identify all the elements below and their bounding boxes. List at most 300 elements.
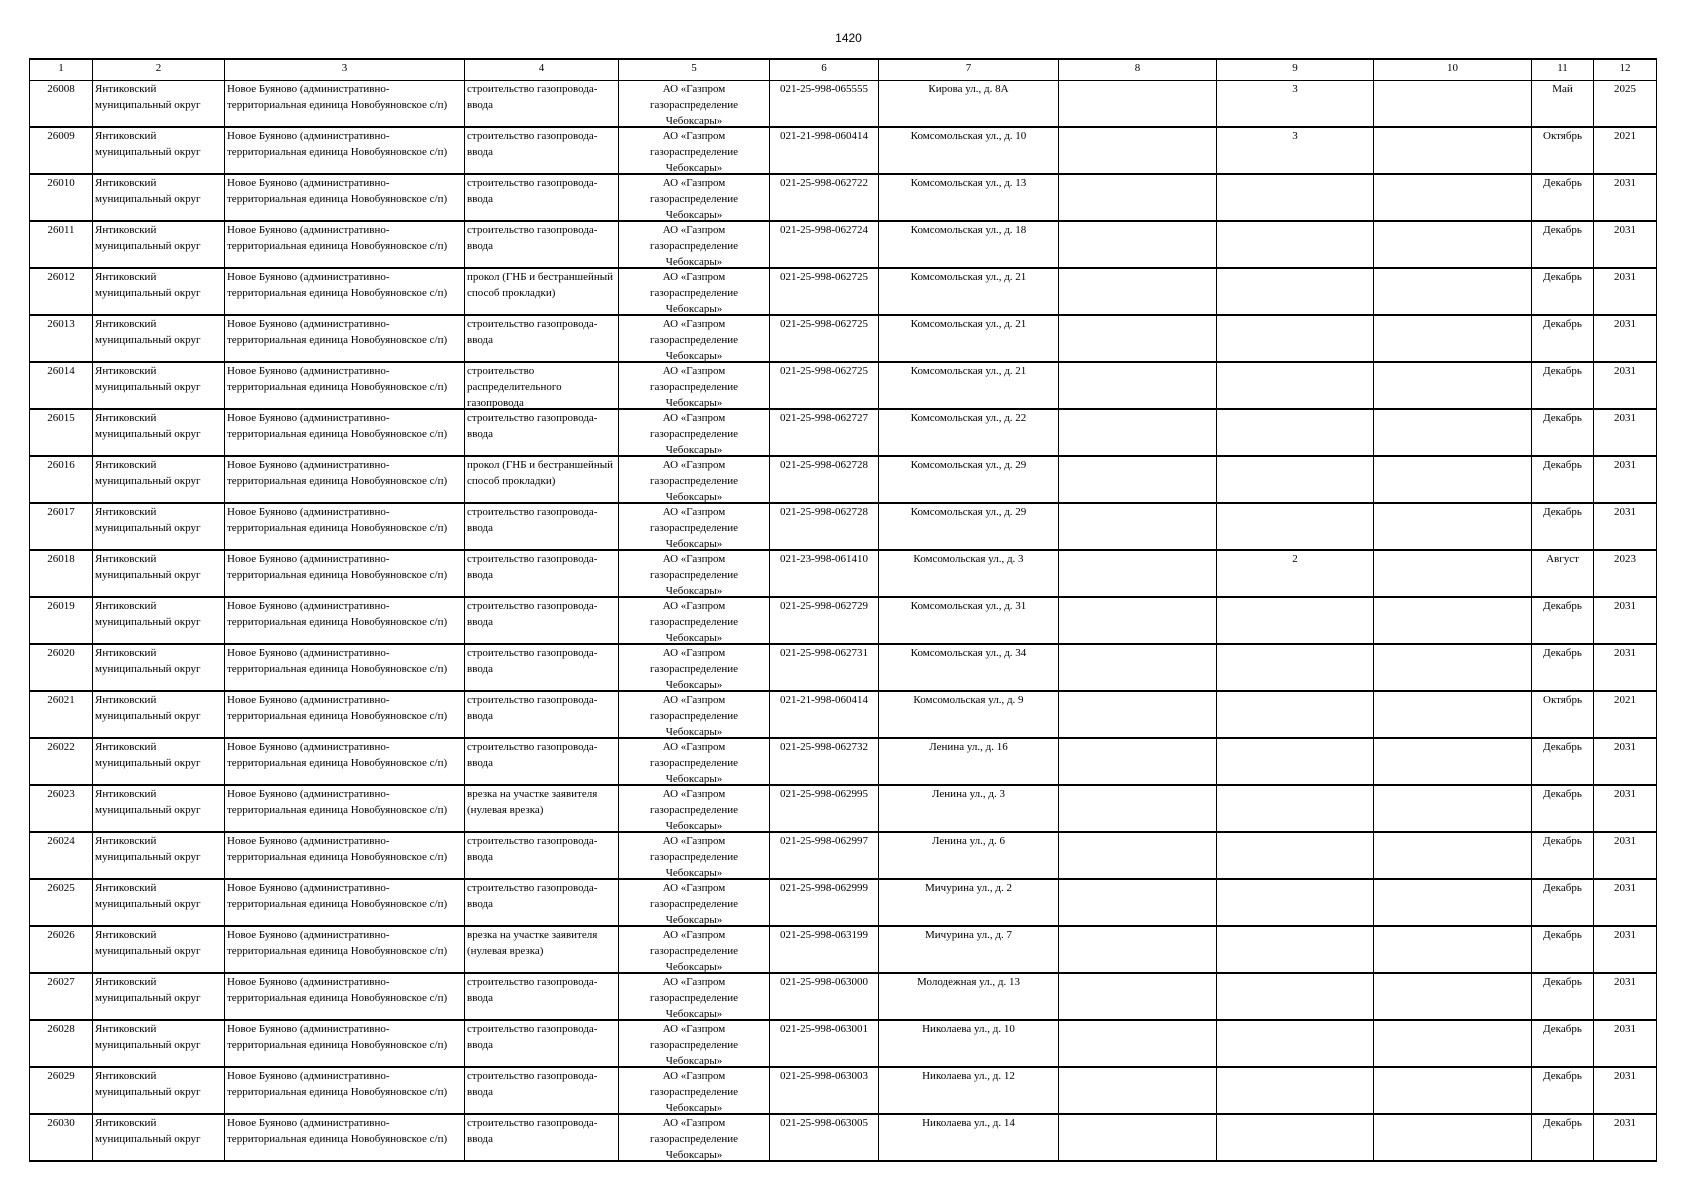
month-cell [1532, 174, 1594, 221]
col8-text [1061, 128, 1214, 173]
municipality-cell [93, 550, 225, 597]
request-number-cell [770, 221, 879, 268]
organization-text: АО «Газпром газораспределение Чебоксары» [649, 412, 739, 455]
col8-text [1061, 175, 1214, 220]
col10-text [1376, 598, 1529, 643]
month-text: Декабрь [1543, 976, 1582, 988]
municipality-text: Янтиковский муниципальный округ [95, 694, 201, 722]
municipality-cell [93, 644, 225, 691]
col10-text [1376, 363, 1529, 408]
col9-text [1219, 1021, 1371, 1066]
year-text: 2025 [1614, 83, 1636, 95]
col8-text [1061, 316, 1214, 361]
request-number-text: 021-25-998-062995 [780, 788, 868, 800]
month-cell [1532, 973, 1594, 1020]
address-cell [879, 738, 1059, 785]
municipality-text: Янтиковский муниципальный округ [95, 600, 201, 628]
col9-text [1219, 786, 1371, 831]
month-text: Декабрь [1543, 1023, 1582, 1035]
col10-text [1376, 833, 1529, 878]
object-id-cell [30, 221, 93, 268]
work-type-cell [465, 268, 619, 315]
col10-text [1376, 316, 1529, 361]
month-text: Декабрь [1543, 835, 1582, 847]
request-number-cell [770, 409, 879, 456]
address-text: Комсомольская ул., д. 21 [910, 271, 1027, 283]
address-text: Комсомольская ул., д. 3 [913, 553, 1024, 565]
month-text: Декабрь [1543, 1070, 1582, 1082]
col8-cell [1059, 691, 1217, 738]
col8-cell [1059, 738, 1217, 785]
municipality-text: Янтиковский муниципальный округ [95, 224, 201, 252]
col8-cell [1059, 174, 1217, 221]
organization-cell [619, 1020, 770, 1067]
settlement-text: Новое Буяново (административно-территориальная единица Новобуяновское с/п) [227, 130, 448, 158]
col9-text: 3 [1292, 83, 1298, 95]
col10-cell [1374, 127, 1532, 174]
col8-text [1061, 410, 1214, 455]
settlement-text: Новое Буяново (административно-территориальная единица Новобуяновское с/п) [227, 600, 448, 628]
month-cell [1532, 315, 1594, 362]
col9-text [1219, 645, 1371, 690]
month-text: Декабрь [1543, 459, 1582, 471]
object-id-text: 26016 [47, 459, 75, 471]
municipality-cell [93, 1020, 225, 1067]
work-type-cell [465, 597, 619, 644]
settlement-cell [225, 315, 465, 362]
municipality-cell [93, 409, 225, 456]
column-header: 1 [30, 59, 93, 81]
year-text: 2031 [1614, 741, 1636, 753]
address-text: Комсомольская ул., д. 9 [913, 694, 1024, 706]
col8-cell [1059, 1067, 1217, 1114]
column-header: 12 [1594, 59, 1657, 81]
col8-cell [1059, 785, 1217, 832]
col8-cell [1059, 456, 1217, 503]
col8-text [1061, 81, 1214, 126]
municipality-text: Янтиковский муниципальный округ [95, 177, 201, 205]
col10-text [1376, 786, 1529, 831]
col8-cell [1059, 81, 1217, 128]
municipality-text: Янтиковский муниципальный округ [95, 1117, 201, 1145]
col9-cell [1217, 221, 1374, 268]
col10-text [1376, 410, 1529, 455]
col8-cell [1059, 597, 1217, 644]
organization-cell [619, 550, 770, 597]
settlement-cell [225, 644, 465, 691]
address-text: Ленина ул., д. 16 [929, 741, 1008, 753]
table-row [30, 597, 1657, 644]
object-id-text: 26021 [47, 694, 75, 706]
organization-text: АО «Газпром газораспределение Чебоксары» [649, 271, 739, 314]
request-number-text: 021-25-998-062728 [780, 459, 868, 471]
work-type-cell [465, 973, 619, 1020]
col8-text [1061, 692, 1214, 737]
object-id-cell [30, 926, 93, 973]
municipality-text: Янтиковский муниципальный округ [95, 647, 201, 675]
year-cell [1594, 597, 1657, 644]
organization-text: АО «Газпром газораспределение Чебоксары» [649, 459, 739, 502]
year-text: 2031 [1614, 506, 1636, 518]
year-cell [1594, 268, 1657, 315]
month-text: Август [1546, 553, 1579, 565]
organization-text: АО «Газпром газораспределение Чебоксары» [649, 506, 739, 549]
month-text: Декабрь [1543, 1117, 1582, 1129]
organization-text: АО «Газпром газораспределение Чебоксары» [649, 929, 739, 972]
organization-cell [619, 268, 770, 315]
col10-cell [1374, 832, 1532, 879]
object-id-text: 26009 [47, 130, 75, 142]
object-id-text: 26011 [47, 224, 75, 236]
settlement-cell [225, 550, 465, 597]
settlement-cell [225, 268, 465, 315]
object-id-cell [30, 597, 93, 644]
col9-cell [1217, 597, 1374, 644]
table-row [30, 268, 1657, 315]
work-type-cell [465, 1020, 619, 1067]
address-cell [879, 1114, 1059, 1161]
address-cell [879, 973, 1059, 1020]
settlement-text: Новое Буяново (административно-территориальная единица Новобуяновское с/п) [227, 694, 448, 722]
municipality-text: Янтиковский муниципальный округ [95, 83, 201, 111]
col8-text [1061, 1068, 1214, 1113]
work-type-cell [465, 738, 619, 785]
settlement-cell [225, 503, 465, 550]
organization-cell [619, 785, 770, 832]
work-type-text: строительство газопровода-ввода [467, 600, 598, 628]
organization-cell [619, 738, 770, 785]
year-text: 2021 [1614, 130, 1636, 142]
year-cell [1594, 503, 1657, 550]
work-type-text: прокол (ГНБ и бестраншейный способ прокладки) [467, 459, 614, 487]
table-row [30, 738, 1657, 785]
settlement-cell [225, 879, 465, 926]
col9-cell [1217, 785, 1374, 832]
year-text: 2031 [1614, 177, 1636, 189]
request-number-text: 021-21-998-060414 [780, 130, 868, 142]
col9-text [1219, 974, 1371, 1019]
month-text: Декабрь [1543, 788, 1582, 800]
object-id-text: 26014 [47, 365, 75, 377]
request-number-text: 021-25-998-063000 [780, 976, 868, 988]
settlement-text: Новое Буяново (административно-территориальная единица Новобуяновское с/п) [227, 976, 448, 1004]
col10-cell [1374, 785, 1532, 832]
col8-cell [1059, 550, 1217, 597]
table-row [30, 785, 1657, 832]
work-type-cell [465, 879, 619, 926]
object-id-text: 26010 [47, 177, 75, 189]
year-cell [1594, 738, 1657, 785]
object-id-cell [30, 127, 93, 174]
col10-cell [1374, 1020, 1532, 1067]
address-text: Мичурина ул., д. 7 [925, 929, 1012, 941]
column-header: 2 [93, 59, 225, 81]
col10-text [1376, 175, 1529, 220]
col10-cell [1374, 1114, 1532, 1161]
settlement-cell [225, 832, 465, 879]
month-text: Декабрь [1543, 882, 1582, 894]
organization-cell [619, 926, 770, 973]
municipality-text: Янтиковский муниципальный округ [95, 271, 201, 299]
address-text: Комсомольская ул., д. 13 [910, 177, 1027, 189]
object-id-text: 26015 [47, 412, 75, 424]
organization-text: АО «Газпром газораспределение Чебоксары» [649, 83, 739, 126]
col9-text [1219, 175, 1371, 220]
request-number-cell [770, 1067, 879, 1114]
object-id-text: 26030 [47, 1117, 75, 1129]
month-cell [1532, 362, 1594, 409]
object-id-text: 26012 [47, 271, 75, 283]
settlement-cell [225, 785, 465, 832]
month-cell [1532, 127, 1594, 174]
work-type-text: строительство газопровода-ввода [467, 976, 598, 1004]
col10-cell [1374, 926, 1532, 973]
month-cell [1532, 738, 1594, 785]
col10-cell [1374, 738, 1532, 785]
address-text: Комсомольская ул., д. 29 [910, 506, 1027, 518]
month-cell [1532, 597, 1594, 644]
address-cell [879, 832, 1059, 879]
organization-text: АО «Газпром газораспределение Чебоксары» [649, 224, 739, 267]
column-header: 11 [1532, 59, 1594, 81]
municipality-text: Янтиковский муниципальный округ [95, 976, 201, 1004]
organization-text: АО «Газпром газораспределение Чебоксары» [649, 741, 739, 784]
year-cell [1594, 456, 1657, 503]
col9-cell [1217, 127, 1374, 174]
work-type-text: строительство газопровода-ввода [467, 882, 598, 910]
request-number-text: 021-25-998-062731 [780, 647, 868, 659]
work-type-cell [465, 174, 619, 221]
col9-cell [1217, 832, 1374, 879]
month-text: Декабрь [1543, 506, 1582, 518]
municipality-cell [93, 879, 225, 926]
table-row [30, 926, 1657, 973]
settlement-text: Новое Буяново (административно-территориальная единица Новобуяновское с/п) [227, 506, 448, 534]
address-text: Николаева ул., д. 14 [922, 1117, 1015, 1129]
month-cell [1532, 221, 1594, 268]
request-number-cell [770, 1114, 879, 1161]
address-cell [879, 174, 1059, 221]
col9-text: 3 [1292, 130, 1298, 142]
col8-text [1061, 504, 1214, 549]
organization-text: АО «Газпром газораспределение Чебоксары» [649, 694, 739, 737]
object-id-text: 26029 [47, 1070, 75, 1082]
year-cell [1594, 315, 1657, 362]
address-cell [879, 1067, 1059, 1114]
address-text: Ленина ул., д. 3 [932, 788, 1005, 800]
col8-cell [1059, 644, 1217, 691]
work-type-text: строительство газопровода-ввода [467, 1023, 598, 1051]
col8-text [1061, 269, 1214, 314]
settlement-text: Новое Буяново (административно-территориальная единица Новобуяновское с/п) [227, 365, 448, 393]
col9-cell [1217, 926, 1374, 973]
work-type-text: строительство газопровода-ввода [467, 177, 598, 205]
col9-text [1219, 739, 1371, 784]
organization-cell [619, 1114, 770, 1161]
year-text: 2031 [1614, 318, 1636, 330]
month-text: Декабрь [1543, 365, 1582, 377]
address-cell [879, 1020, 1059, 1067]
settlement-text: Новое Буяново (административно-территориальная единица Новобуяновское с/п) [227, 1023, 448, 1051]
work-type-cell [465, 1067, 619, 1114]
column-header: 10 [1374, 59, 1532, 81]
month-text: Декабрь [1543, 318, 1582, 330]
work-type-cell [465, 127, 619, 174]
col8-text [1061, 833, 1214, 878]
month-cell [1532, 1067, 1594, 1114]
address-cell [879, 550, 1059, 597]
table-row [30, 503, 1657, 550]
table-row [30, 409, 1657, 456]
settlement-text: Новое Буяново (административно-территориальная единица Новобуяновское с/п) [227, 553, 448, 581]
settlement-cell [225, 1067, 465, 1114]
col10-text [1376, 457, 1529, 502]
col9-text [1219, 222, 1371, 267]
col9-text [1219, 1068, 1371, 1113]
col9-text [1219, 1115, 1371, 1160]
work-type-cell [465, 456, 619, 503]
settlement-cell [225, 926, 465, 973]
col10-text [1376, 1068, 1529, 1113]
object-id-cell [30, 1114, 93, 1161]
request-number-text: 021-25-998-062725 [780, 318, 868, 330]
col9-text: 2 [1292, 553, 1298, 565]
object-id-text: 26023 [47, 788, 75, 800]
settlement-cell [225, 174, 465, 221]
col10-cell [1374, 550, 1532, 597]
col9-text [1219, 833, 1371, 878]
municipality-cell [93, 691, 225, 738]
address-text: Николаева ул., д. 10 [922, 1023, 1015, 1035]
month-cell [1532, 785, 1594, 832]
organization-text: АО «Газпром газораспределение Чебоксары» [649, 1023, 739, 1066]
organization-text: АО «Газпром газораспределение Чебоксары» [649, 835, 739, 878]
col8-cell [1059, 1020, 1217, 1067]
year-text: 2031 [1614, 1117, 1636, 1129]
organization-text: АО «Газпром газораспределение Чебоксары» [649, 1070, 739, 1113]
object-id-cell [30, 1067, 93, 1114]
work-type-text: строительство газопровода-ввода [467, 83, 598, 111]
col8-cell [1059, 973, 1217, 1020]
work-type-text: строительство газопровода-ввода [467, 694, 598, 722]
col9-text [1219, 504, 1371, 549]
col8-cell [1059, 221, 1217, 268]
col10-cell [1374, 597, 1532, 644]
address-cell [879, 503, 1059, 550]
work-type-text: строительство газопровода-ввода [467, 553, 598, 581]
address-text: Комсомольская ул., д. 18 [910, 224, 1027, 236]
month-text: Октябрь [1543, 694, 1582, 706]
address-cell [879, 691, 1059, 738]
year-text: 2031 [1614, 929, 1636, 941]
settlement-cell [225, 456, 465, 503]
settlement-text: Новое Буяново (административно-территориальная единица Новобуяновское с/п) [227, 929, 448, 957]
col8-text [1061, 927, 1214, 972]
col9-cell [1217, 409, 1374, 456]
month-text: Декабрь [1543, 177, 1582, 189]
address-text: Мичурина ул., д. 2 [925, 882, 1012, 894]
work-type-text: строительство газопровода-ввода [467, 318, 598, 346]
object-id-cell [30, 81, 93, 128]
address-text: Кирова ул., д. 8А [928, 83, 1009, 95]
object-id-cell [30, 1020, 93, 1067]
request-number-text: 021-25-998-062725 [780, 365, 868, 377]
col9-text [1219, 363, 1371, 408]
col10-cell [1374, 879, 1532, 926]
work-type-cell [465, 785, 619, 832]
col9-cell [1217, 879, 1374, 926]
col8-cell [1059, 127, 1217, 174]
month-cell [1532, 832, 1594, 879]
organization-cell [619, 362, 770, 409]
request-number-cell [770, 174, 879, 221]
municipality-text: Янтиковский муниципальный округ [95, 506, 201, 534]
object-id-text: 26017 [47, 506, 75, 518]
col8-text [1061, 786, 1214, 831]
month-text: Декабрь [1543, 741, 1582, 753]
organization-text: АО «Газпром газораспределение Чебоксары» [649, 600, 739, 643]
request-number-cell [770, 362, 879, 409]
address-cell [879, 409, 1059, 456]
table-row [30, 127, 1657, 174]
col9-text [1219, 598, 1371, 643]
organization-cell [619, 973, 770, 1020]
object-id-cell [30, 268, 93, 315]
month-cell [1532, 268, 1594, 315]
work-type-text: строительство газопровода-ввода [467, 741, 598, 769]
organization-text: АО «Газпром газораспределение Чебоксары» [649, 882, 739, 925]
year-text: 2023 [1614, 553, 1636, 565]
settlement-text: Новое Буяново (административно-территориальная единица Новобуяновское с/п) [227, 318, 448, 346]
col8-text [1061, 1115, 1214, 1160]
col9-cell [1217, 973, 1374, 1020]
request-number-text: 021-25-998-065555 [780, 83, 868, 95]
work-type-cell [465, 832, 619, 879]
col10-text [1376, 222, 1529, 267]
work-type-text: строительство газопровода-ввода [467, 130, 598, 158]
work-type-text: строительство газопровода-ввода [467, 224, 598, 252]
municipality-text: Янтиковский муниципальный округ [95, 788, 201, 816]
col9-cell [1217, 738, 1374, 785]
col8-cell [1059, 362, 1217, 409]
object-id-text: 26024 [47, 835, 75, 847]
object-id-text: 26013 [47, 318, 75, 330]
work-type-cell [465, 362, 619, 409]
month-text: Декабрь [1543, 271, 1582, 283]
address-cell [879, 644, 1059, 691]
address-text: Комсомольская ул., д. 10 [910, 130, 1027, 142]
year-cell [1594, 81, 1657, 128]
request-number-text: 021-25-998-062725 [780, 271, 868, 283]
settlement-text: Новое Буяново (административно-территориальная единица Новобуяновское с/п) [227, 882, 448, 910]
col9-cell [1217, 1067, 1374, 1114]
organization-text: АО «Газпром газораспределение Чебоксары» [649, 553, 739, 596]
settlement-cell [225, 362, 465, 409]
register-table [29, 58, 1657, 1162]
col10-cell [1374, 1067, 1532, 1114]
col9-cell [1217, 1020, 1374, 1067]
year-text: 2031 [1614, 271, 1636, 283]
request-number-text: 021-25-998-062729 [780, 600, 868, 612]
year-cell [1594, 550, 1657, 597]
year-text: 2021 [1614, 694, 1636, 706]
request-number-cell [770, 456, 879, 503]
col8-cell [1059, 315, 1217, 362]
settlement-cell [225, 127, 465, 174]
year-cell [1594, 1067, 1657, 1114]
col9-text [1219, 410, 1371, 455]
col9-cell [1217, 644, 1374, 691]
